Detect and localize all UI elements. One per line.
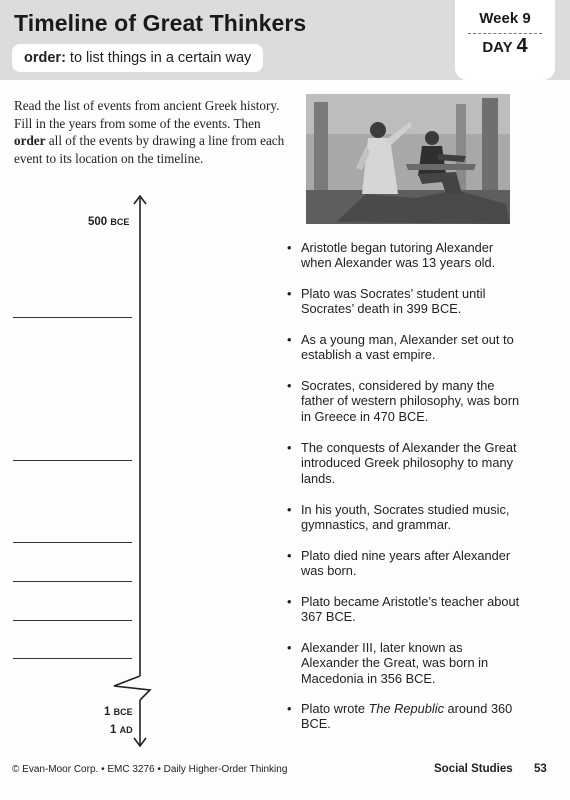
timeline-year-blank[interactable]: [13, 460, 132, 461]
bullet-icon: •: [287, 701, 292, 716]
timeline-axis: [114, 196, 150, 746]
event-text: Plato died nine years after Alexander was born.: [301, 548, 511, 579]
event-item[interactable]: [287, 502, 522, 533]
event-text: [287, 701, 522, 732]
event-item[interactable]: [287, 240, 522, 271]
event-text: Alexander III, later known as Alexander the Great, was born in Macedonia in 356 BCE.: [301, 640, 489, 686]
timeline-bce-number: 1: [104, 706, 111, 718]
instructions-bold-word: order: [14, 133, 46, 148]
event-item[interactable]: [287, 332, 522, 363]
bullet-icon: •: [287, 440, 292, 455]
vocab-term: order:: [24, 50, 66, 66]
timeline-year-blank[interactable]: [13, 317, 132, 318]
event-text: In his youth, Socrates studied music, gymnastics, and grammar.: [301, 502, 510, 533]
timeline-year-blank[interactable]: [13, 581, 132, 582]
event-item[interactable]: [287, 548, 522, 579]
timeline-ad-label: [110, 724, 133, 736]
event-item[interactable]: [287, 378, 522, 424]
timeline-ad-number: 1: [110, 724, 117, 736]
timeline-ad-era: AD: [119, 725, 133, 735]
event-text-before: Plato wrote: [301, 701, 369, 716]
timeline-bce-era: BCE: [113, 707, 133, 717]
footer-copyright: © Evan-Moor Corp. • EMC 3276 • Daily Higher-Order Thinking: [12, 764, 288, 775]
day-label: DAY: [482, 39, 517, 56]
event-text-after: around 360 BCE.: [301, 701, 513, 732]
timeline-top-label: [88, 216, 129, 228]
event-text: Plato became Aristotle’s teacher about 367 BCE.: [301, 594, 520, 625]
bullet-icon: •: [287, 240, 292, 255]
event-text: The conquests of Alexander the Great introduced Greek philosophy to many lands.: [301, 440, 517, 486]
bullet-icon: •: [287, 640, 292, 655]
event-text: Aristotle began tutoring Alexander when Alexander was 13 years old.: [301, 240, 496, 271]
event-item[interactable]: [287, 640, 522, 686]
bullet-icon: •: [287, 332, 292, 347]
day-number: 4: [516, 35, 528, 57]
event-item[interactable]: [287, 701, 522, 732]
event-item[interactable]: [287, 594, 522, 625]
instructions-part1: Read the list of events from ancient Greek history. Fill in the years from some of the events. Then: [14, 98, 280, 131]
footer-subject: Social Studies: [434, 763, 513, 775]
timeline-year-blank[interactable]: [13, 620, 132, 621]
bullet-icon: •: [287, 286, 292, 301]
event-text: Plato was Socrates’ student until Socrates’ death in 399 BCE.: [301, 286, 486, 317]
bullet-icon: •: [287, 378, 292, 393]
event-text: Socrates, considered by many the father of western philosophy, was born in Greece in 470 BCE.: [301, 378, 520, 424]
event-text: As a young man, Alexander set out to establish a vast empire.: [301, 332, 514, 363]
bullet-icon: •: [287, 502, 292, 517]
instructions-part2: all of the events by drawing a line from each event to its location on the timeline.: [14, 133, 285, 166]
page-number: 53: [534, 763, 547, 775]
timeline-top-era: BCE: [110, 217, 130, 227]
bullet-icon: •: [287, 594, 292, 609]
event-item[interactable]: [287, 286, 522, 317]
page-title: Timeline of Great Thinkers: [14, 10, 307, 36]
timeline-year-blank[interactable]: [13, 658, 132, 659]
event-item[interactable]: [287, 440, 522, 486]
bullet-icon: •: [287, 548, 292, 563]
timeline-bce-label: [104, 706, 133, 718]
book-title: The Republic: [368, 701, 444, 716]
timeline-top-number: 500: [88, 216, 108, 228]
vocab-definition: to list things in a certain way: [65, 50, 252, 66]
timeline-year-blank[interactable]: [13, 542, 132, 543]
week-label: Week 9: [479, 10, 531, 27]
